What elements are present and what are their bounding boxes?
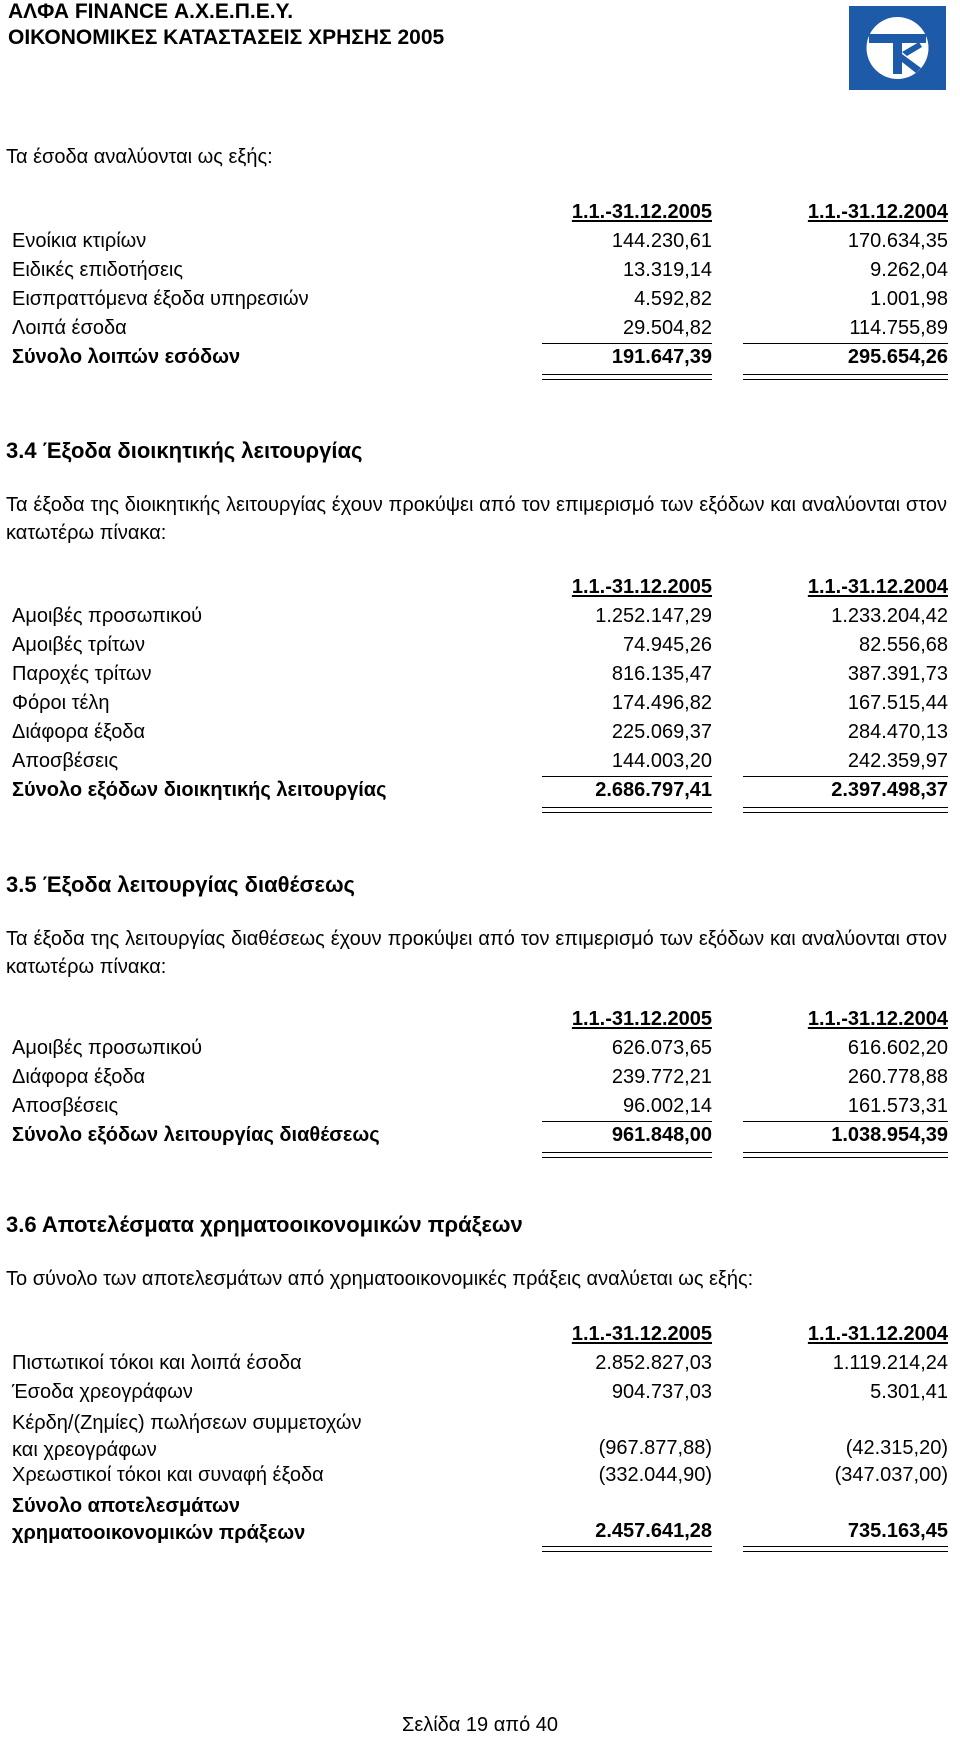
table-row (12, 661, 948, 690)
total-double-rule (743, 1152, 948, 1158)
value-2005: 144.003,20 (611, 750, 712, 772)
section-3-6-text: Το σύνολο των αποτελεσμάτων από χρηματοοικονομικές πράξεις αναλύεται ως εξής: (6, 1268, 754, 1290)
table-row (12, 1064, 948, 1093)
value-2004: 284.470,13 (847, 721, 948, 743)
table-header-row (12, 574, 948, 603)
total-double-rule (542, 374, 712, 380)
value-2005: 74.945,26 (623, 634, 712, 656)
value-2004: 242.359,97 (847, 750, 948, 772)
table-row (12, 1408, 948, 1462)
value-2004: 114.755,89 (849, 317, 948, 339)
section-3-5-text: Τα έξοδα της λειτουργίας διαθέσεως έχουν προκύψει από τον επιμερισμό των εξόδων και αναλύονται στον κατωτέρω πίνακα: (6, 928, 947, 978)
total-2004: 2.397.498,37 (831, 779, 948, 801)
col-2005-header: 1.1.-31.12.2005 (571, 576, 712, 598)
total-2005: 961.848,00 (611, 1124, 712, 1146)
total-double-rule (542, 1152, 712, 1158)
value-2005: (967.877,88) (598, 1437, 712, 1459)
row-label (12, 1410, 362, 1464)
value-2005: 144.230,61 (611, 230, 712, 252)
table-header-row (12, 1006, 948, 1035)
income-table (12, 199, 948, 373)
total-2005: 2.686.797,41 (595, 779, 712, 801)
value-2004: 1.119.214,24 (832, 1352, 948, 1374)
table-row (12, 286, 948, 315)
value-2005: 225.069,37 (611, 721, 712, 743)
table-row (12, 1350, 948, 1379)
value-2005: 904.737,03 (611, 1381, 712, 1403)
total-2004: 1.038.954,39 (831, 1124, 948, 1146)
total-label-line2: χρηματοοικονομικών πράξεων (12, 1522, 306, 1544)
table-header-row (12, 1321, 948, 1350)
table-row (12, 315, 948, 344)
row-label-line1: Κέρδη/(Ζημίες) πωλήσεων συμμετοχών (12, 1412, 362, 1434)
total-double-rule (542, 807, 712, 813)
col-2004-header: 1.1.-31.12.2004 (807, 201, 948, 223)
section-title-3-6: 3.6 Αποτελέσματα χρηματοοικονομικών πράξεων (6, 1212, 523, 1237)
value-2004: 387.391,73 (847, 663, 948, 685)
row-label: Ειδικές επιδοτήσεις (12, 259, 183, 281)
value-2005: 4.592,82 (634, 288, 712, 310)
value-2004: 260.778,88 (847, 1066, 948, 1088)
row-label: Αμοιβές τρίτων (12, 634, 145, 656)
total-2005: 191.647,39 (611, 346, 712, 368)
value-2004: 161.573,31 (847, 1095, 948, 1117)
col-2004-header: 1.1.-31.12.2004 (807, 1323, 948, 1345)
row-label: Χρεωστικοί τόκοι και συναφή έξοδα (12, 1464, 324, 1486)
table-row (12, 748, 948, 777)
row-label-line2: και χρεογράφων (12, 1439, 157, 1461)
total-double-rule (743, 374, 948, 380)
total-row (12, 1491, 948, 1545)
total-label: Σύνολο λοιπών εσόδων (12, 346, 241, 368)
value-2004: 167.515,44 (847, 692, 948, 714)
row-label: Αποσβέσεις (12, 750, 119, 772)
total-label (12, 1493, 305, 1547)
row-label: Ενοίκια κτιρίων (12, 230, 147, 252)
value-2004: 616.602,20 (847, 1037, 948, 1059)
row-label: Διάφορα έξοδα (12, 1066, 146, 1088)
value-2005: 239.772,21 (611, 1066, 712, 1088)
table-row (12, 228, 948, 257)
table-row (12, 632, 948, 661)
col-2004-header: 1.1.-31.12.2004 (807, 1008, 948, 1030)
total-label-line1: Σύνολο αποτελεσμάτων (12, 1495, 240, 1517)
report-subtitle: ΟΙΚΟΝΟΜΙΚΕΣ ΚΑΤΑΣΤΑΣΕΙΣ ΧΡΗΣΗΣ 2005 (8, 26, 445, 49)
col-2005-header: 1.1.-31.12.2005 (571, 201, 712, 223)
total-double-rule (743, 1546, 948, 1552)
row-label: Λοιπά έσοδα (12, 317, 127, 339)
table-header-row (12, 199, 948, 228)
total-2004: 735.163,45 (847, 1520, 948, 1542)
value-2004: 9.262,04 (870, 259, 948, 281)
value-2005: 1.252.147,29 (595, 605, 712, 627)
financial-results-table (12, 1321, 948, 1545)
total-row (12, 777, 948, 806)
table-row (12, 1093, 948, 1122)
section-title-3-4: 3.4 Έξοδα διοικητικής λειτουργίας (6, 438, 363, 463)
row-label: Αμοιβές προσωπικού (12, 605, 203, 627)
value-2005: 29.504,82 (623, 317, 712, 339)
total-double-rule (542, 1546, 712, 1552)
total-row (12, 344, 948, 373)
admin-expenses-table (12, 574, 948, 806)
selling-expenses-table (12, 1006, 948, 1151)
value-2004: (347.037,00) (834, 1464, 948, 1486)
alpha-bank-logo-icon (849, 6, 946, 90)
row-label: Αμοιβές προσωπικού (12, 1037, 203, 1059)
value-2005: 13.319,14 (623, 259, 712, 281)
row-label: Φόροι τέλη (12, 692, 110, 714)
table-row (12, 257, 948, 286)
table-row (12, 1462, 948, 1491)
row-label: Παροχές τρίτων (12, 663, 152, 685)
section-3-4-text: Τα έξοδα της διοικητικής λειτουργίας έχουν προκύψει από τον επιμερισμό των εξόδων και αναλύονται στον κατωτέρω πίνακα: (6, 494, 947, 544)
income-intro: Τα έσοδα αναλύονται ως εξής: (6, 146, 273, 168)
row-label: Αποσβέσεις (12, 1095, 119, 1117)
company-name: ΑΛΦΑ FINANCE Α.Χ.Ε.Π.Ε.Υ. (8, 0, 294, 23)
table-row (12, 690, 948, 719)
table-row (12, 719, 948, 748)
total-label: Σύνολο εξόδων λειτουργίας διαθέσεως (12, 1124, 380, 1146)
value-2005: 816.135,47 (611, 663, 712, 685)
table-row (12, 603, 948, 632)
value-2005: 626.073,65 (611, 1037, 712, 1059)
row-label: Εισπραττόμενα έξοδα υπηρεσιών (12, 288, 309, 310)
total-2004: 295.654,26 (847, 346, 948, 368)
value-2005: (332.044,90) (598, 1464, 712, 1486)
value-2004: 82.556,68 (859, 634, 948, 656)
total-2005: 2.457.641,28 (595, 1520, 712, 1542)
value-2004: 1.001,98 (870, 288, 948, 310)
total-label: Σύνολο εξόδων διοικητικής λειτουργίας (12, 779, 387, 801)
section-title-3-5: 3.5 Έξοδα λειτουργίας διαθέσεως (6, 872, 355, 897)
table-row (12, 1035, 948, 1064)
table-row (12, 1379, 948, 1408)
value-2005: 2.852.827,03 (595, 1352, 712, 1374)
value-2004: 1.233.204,42 (831, 605, 948, 627)
col-2005-header: 1.1.-31.12.2005 (571, 1008, 712, 1030)
value-2005: 96.002,14 (623, 1095, 712, 1117)
row-label: Έσοδα χρεογράφων (12, 1381, 193, 1403)
total-double-rule (743, 807, 948, 813)
value-2004: 170.634,35 (847, 230, 948, 252)
row-label: Πιστωτικοί τόκοι και λοιπά έσοδα (12, 1352, 302, 1374)
value-2005: 174.496,82 (611, 692, 712, 714)
col-2005-header: 1.1.-31.12.2005 (571, 1323, 712, 1345)
row-label: Διάφορα έξοδα (12, 721, 146, 743)
total-row (12, 1122, 948, 1151)
col-2004-header: 1.1.-31.12.2004 (807, 576, 948, 598)
value-2004: (42.315,20) (845, 1437, 948, 1459)
page-number: Σελίδα 19 από 40 (401, 1714, 559, 1736)
value-2004: 5.301,41 (870, 1381, 948, 1403)
